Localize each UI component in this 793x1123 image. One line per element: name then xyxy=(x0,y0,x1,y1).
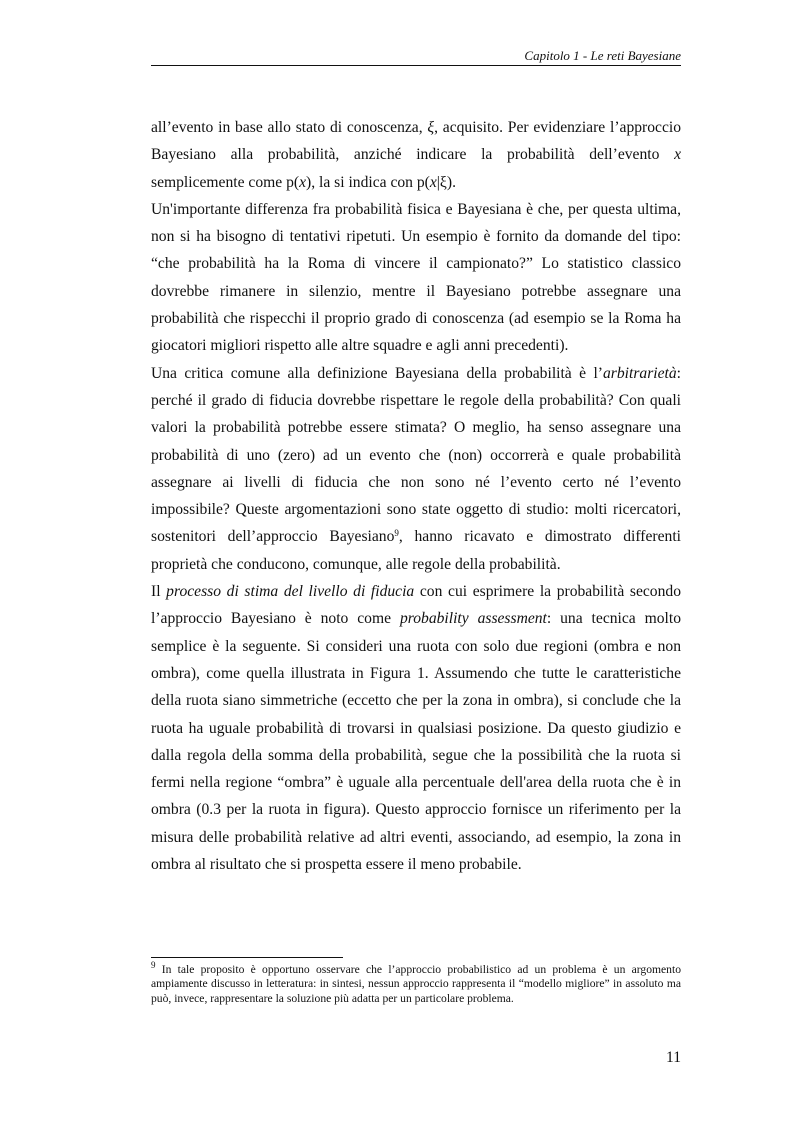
text-run: Un'importante differenza fra probabilità fisica e Bayesiana è che, per questa ultima, non si ha bisogno di tentativi ripetuti. Un esempio è fornito da domande del tipo: “che probabilità ha la Roma di vincere il campionato?” Lo statistico classico dovrebbe rimanere in silenzio, mentre il Bayesiano potrebbe assegnare una probabilità che rispecchi il proprio grado di conoscenza (ad esempio se la Roma ha giocatori migliori rispetto alle altre squadre e agli anni precedenti). xyxy=(151,200,681,355)
text-run: semplicemente come p( xyxy=(151,173,300,191)
italic-text: x xyxy=(299,173,307,191)
italic-text: ξ xyxy=(427,119,435,136)
text-run: all’evento in base allo stato di conoscenza, xyxy=(151,119,428,136)
footnote-paragraph xyxy=(151,960,681,1006)
page-number: 11 xyxy=(665,1049,681,1066)
paragraph xyxy=(151,114,681,196)
text-run: , hanno ricavato e dimostrato differenti proprietà che conducono, comunque, alle regole della probabilità. xyxy=(151,528,681,573)
text-run: : perché il grado di fiducia dovrebbe rispettare le regole della probabilità? Con quali valori la probabilità potrebbe essere stimata? O meglio, ha senso assegnare una probabilità di uno (zero) ad un evento che (non) occorrerà e quale probabilità assegnare ai livelli di fiducia che non sono né l’evento certo né l’evento impossibile? Queste argomentazioni sono state oggetto di studio: molti ricercatori, sostenitori dell’approccio Bayesiano xyxy=(151,364,681,546)
footnote-marker: 9 xyxy=(151,960,156,970)
running-header: Capitolo 1 - Le reti Bayesiane xyxy=(524,48,681,63)
footnote xyxy=(151,960,681,1006)
italic-text: x xyxy=(674,146,681,164)
paragraph xyxy=(151,196,681,360)
italic-text: x xyxy=(429,173,437,191)
text-run: |ξ). xyxy=(436,173,456,191)
footnote-rule xyxy=(151,957,343,958)
paragraph xyxy=(151,578,681,878)
text-run: con cui esprimere la probabilità secondo l’approccio Bayesiano è noto come xyxy=(151,583,681,628)
footnote-reference: 9 xyxy=(394,528,399,539)
text-run: : una tecnica molto semplice è la seguente. Si consideri una ruota con solo due regioni (ombra e non ombra), come quella illustrata in Figura 1. Assumendo che tutte le caratteristiche della ruota siano simmetriche (eccetto che per la zona in ombra), si conclude che la ruota ha uguale probabilità di trovarsi in qualsiasi posizione. Da questo giudizio e dalla regola della somma della probabilità, segue che la possibilità che la ruota si fermi nella regione “ombra” è uguale alla percentuale dell'area della ruota che è in ombra (0.3 per la ruota in figura). Questo approccio fornisce un riferimento per la misura delle probabilità relative ad altri eventi, associando, ad esempio, la zona in ombra al risultato che si prospetta essere il meno probabile. xyxy=(151,610,682,874)
italic-text: probability assessment xyxy=(399,610,547,628)
italic-text: processo di stima del livello di fiducia xyxy=(166,583,415,601)
text-run: , acquisito. Per evidenziare l’approccio Bayesiano alla probabilità, anziché indicare la probabilità dell’evento xyxy=(151,119,681,164)
paragraph xyxy=(151,360,681,578)
footnote-text: In tale proposito è opportuno osservare che l’approccio probabilistico ad un problema è un argomento ampiamente discusso in letteratura: in sintesi, nessun approccio rappresenta il “modello migliore” in assoluto ma può, invece, rappresentare la soluzione più adatta per un particolare problema. xyxy=(151,963,681,1005)
body-text xyxy=(151,114,681,878)
italic-text: arbitrarietà xyxy=(603,364,677,382)
text-run: Una critica comune alla definizione Bayesiana della probabilità è l’ xyxy=(151,364,603,382)
text-run: ), la si indica con p( xyxy=(306,173,430,191)
text-run: Il xyxy=(151,583,167,601)
header-rule xyxy=(151,65,681,66)
